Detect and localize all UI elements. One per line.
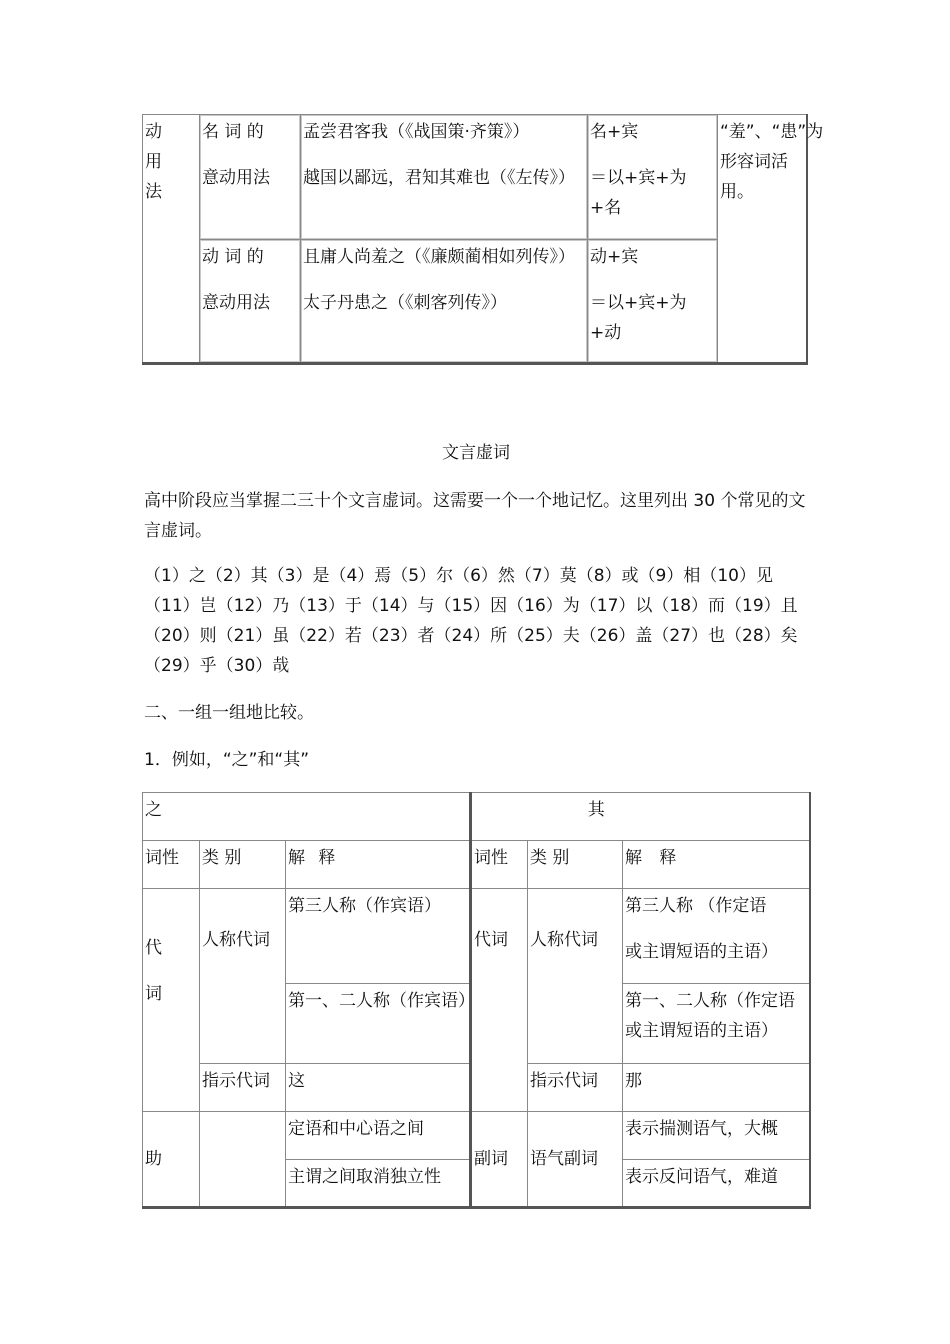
formula-cell-noun [588, 115, 718, 240]
examples-cell-noun [301, 115, 588, 240]
formula-line: 名+宾 [590, 122, 639, 142]
col-pos: 词性 [143, 841, 200, 889]
qi-title: 其 [587, 800, 605, 820]
col-explanation [623, 841, 810, 889]
qi-pos-adverb: 副词 [471, 1112, 528, 1208]
example-text: 孟尝君客我（《战国策·齐策》） [303, 122, 530, 142]
formula-line: 动+宾 [590, 247, 639, 267]
col-explanation-text: 解 释 [288, 848, 340, 868]
intro-paragraph: 高中阶段应当掌握二三十个文言虚词。这需要一个一个地记忆。这里列出 30 个常见的文言虚词。 [144, 491, 806, 541]
category-cell [143, 115, 200, 364]
qi-pos-pronoun: 代词 [471, 889, 528, 1112]
qi-exp-guess: 表示揣测语气，大概 [623, 1112, 810, 1160]
zhi-cat-personal: 人称代词 [200, 889, 286, 1064]
type-cell-noun [200, 115, 301, 240]
type-line: 意动用法 [202, 293, 270, 313]
zhi-cat-demonstrative: 指示代词 [200, 1064, 286, 1112]
type-line: 意动用法 [202, 168, 270, 188]
qi-exp-first-second: 第一、二人称（作定语或主谓短语的主语） [623, 984, 810, 1064]
zhi-exp-this: 这 [286, 1064, 471, 1112]
formula-line: ＝以+宾+为+动 [590, 293, 687, 343]
pos-char: 代 [145, 938, 162, 958]
type-line: 动 词 的 [202, 247, 264, 267]
example-text: 越国以鄙远，君知其难也（《左传》） [303, 168, 575, 188]
qi-exp-that: 那 [623, 1064, 810, 1112]
heading-compare: 二、一组一组地比较。 [144, 703, 314, 723]
word-list-line: （20）则（21）虽（22）若（23）者（24）所（25）夫（26）盖（27）也（28）矣 [144, 626, 798, 646]
function-word-list [144, 561, 808, 681]
pos-char: 词 [145, 984, 162, 1004]
col-category: 类 别 [528, 841, 623, 889]
qi-cat-modal: 语气副词 [528, 1112, 623, 1208]
zhi-exp-third: 第三人称（作宾语） [286, 889, 471, 984]
qi-exp-third [623, 889, 810, 984]
qi-header [471, 793, 810, 841]
usage-table [142, 114, 824, 365]
section-title: 文言虚词 [442, 443, 510, 463]
word-list-line: （1）之（2）其（3）是（4）焉（5）尔（6）然（7）莫（8）或（9）相（10）见 [144, 566, 773, 586]
type-line: 名 词 的 [202, 122, 264, 142]
example-text: 太子丹患之（《刺客列传》） [303, 293, 507, 313]
zhi-exp-subj: 主谓之间取消独立性 [286, 1160, 471, 1208]
zhi-pos-particle: 助 [143, 1112, 200, 1208]
category-char-2: 用 [145, 152, 162, 172]
zhi-exp-first-second: 第一、二人称（作宾语） [286, 984, 471, 1064]
heading-example: 1．例如，“之”和“其” [144, 750, 310, 770]
zhi-header [143, 793, 471, 841]
col-category: 类 别 [200, 841, 286, 889]
qi-exp-third-line: 或主谓短语的主语） [625, 942, 779, 962]
col-pos: 词性 [471, 841, 528, 889]
zhi-qi-comparison-table [142, 792, 811, 1209]
note-text: “羞”、“患”为形容词活用。 [720, 122, 824, 202]
zhi-exp-attr: 定语和中心语之间 [286, 1112, 471, 1160]
col-explanation-text: 解 释 [625, 848, 683, 868]
qi-exp-third-line: 第三人称 （作定语 [625, 896, 767, 916]
category-char-3: 法 [145, 182, 162, 202]
note-cell [718, 115, 824, 364]
qi-cat-demonstrative: 指示代词 [528, 1064, 623, 1112]
examples-cell-verb [301, 240, 588, 364]
category-char-1: 动 [145, 122, 162, 142]
qi-exp-rhetorical: 表示反问语气，难道 [623, 1160, 810, 1208]
type-cell-verb [200, 240, 301, 364]
zhi-pos-pronoun [143, 889, 200, 1112]
qi-cat-personal: 人称代词 [528, 889, 623, 1064]
formula-cell-verb [588, 240, 718, 364]
zhi-title: 之 [145, 800, 162, 820]
example-text: 且庸人尚羞之（《廉颇蔺相如列传》） [303, 247, 575, 267]
zhi-cat-empty [200, 1112, 286, 1208]
col-explanation [286, 841, 471, 889]
word-list-line: （29）乎（30）哉 [144, 656, 290, 676]
formula-line: ＝以+宾+为+名 [590, 168, 687, 218]
word-list-line: （11）岂（12）乃（13）于（14）与（15）因（16）为（17）以（18）而（19）且 [144, 596, 798, 616]
